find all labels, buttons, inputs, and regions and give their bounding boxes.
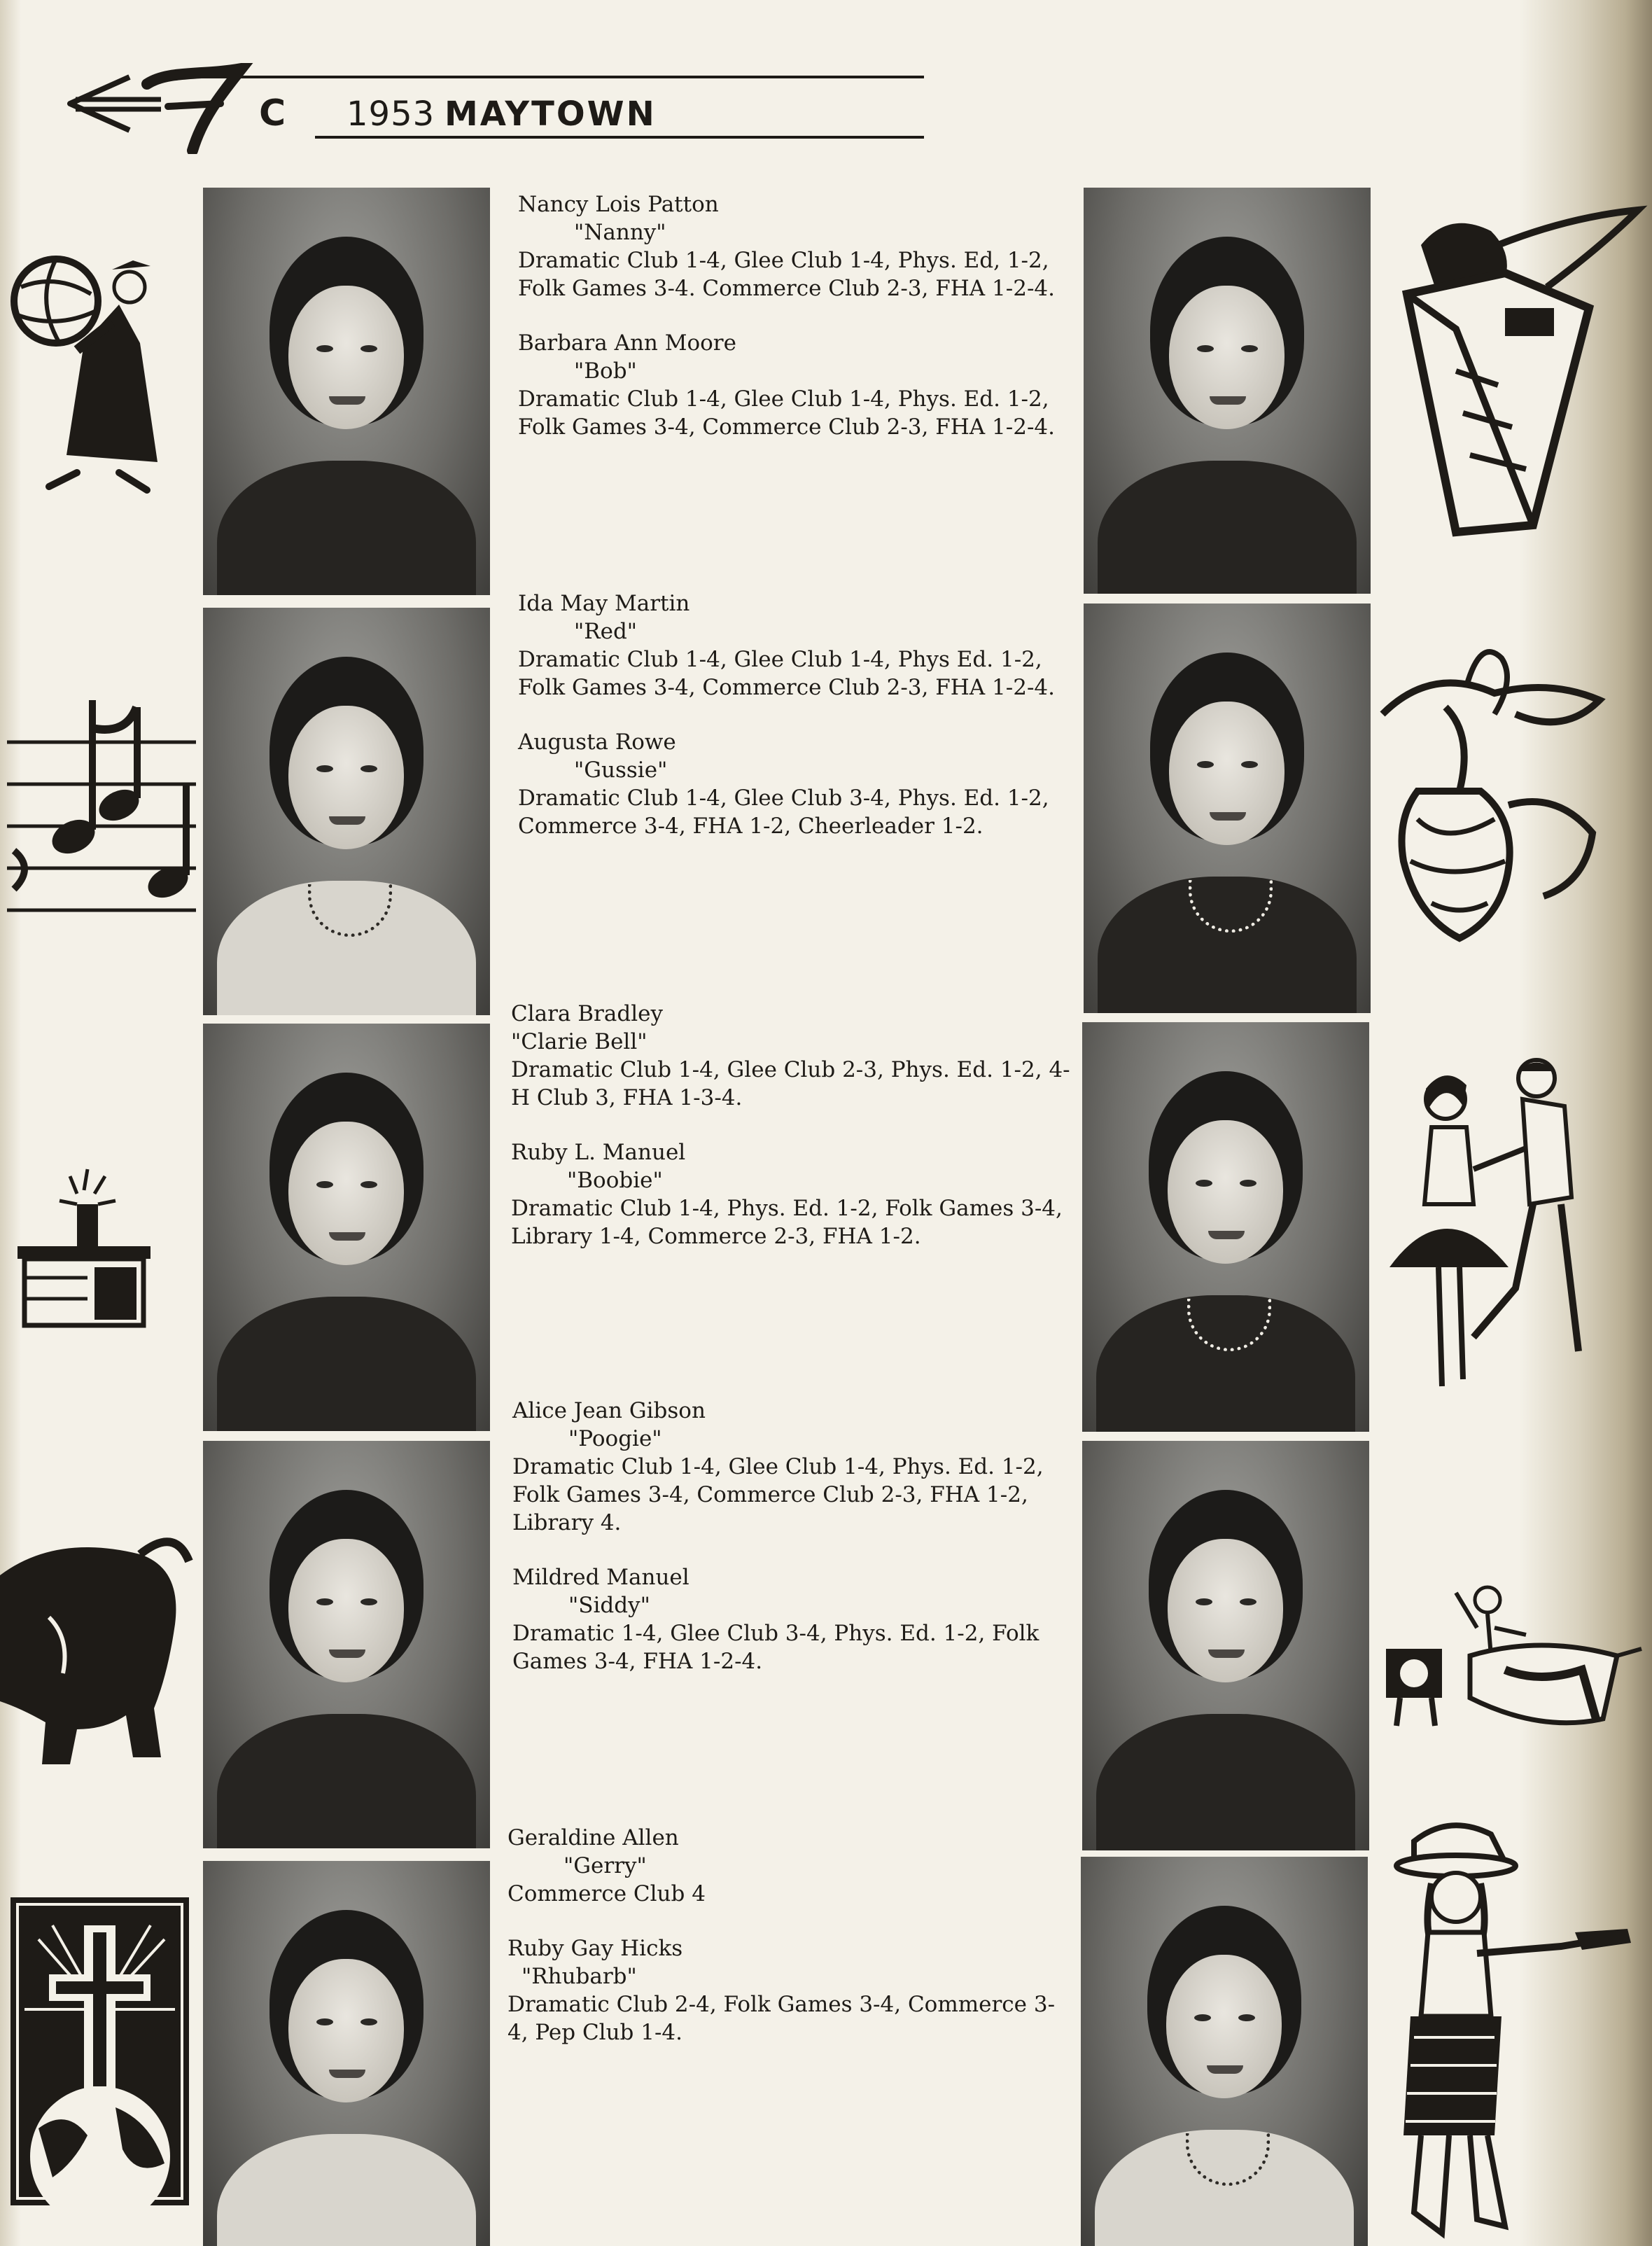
- student-entry: [511, 1138, 1071, 1250]
- header-rule-bottom: [315, 136, 924, 139]
- student-name: Clara Bradley: [511, 1001, 663, 1026]
- student-name: Barbara Ann Moore: [518, 330, 736, 356]
- portrait-right-2: [1084, 604, 1371, 1013]
- header-rule-top: [175, 76, 924, 78]
- student-entry: [507, 1824, 1068, 1908]
- bio-block-4: [512, 1397, 1072, 1702]
- portrait-left-4: [203, 1441, 490, 1848]
- student-entry: [511, 1000, 1071, 1112]
- portrait-left-2: [203, 608, 490, 1015]
- student-nickname: "Nanny": [574, 220, 666, 245]
- student-name: Geraldine Allen: [507, 1825, 679, 1850]
- student-entry: [518, 190, 1078, 302]
- student-entry: [512, 1563, 1072, 1675]
- cross-globe-icon: [10, 1897, 189, 2205]
- portrait-right-4: [1082, 1441, 1369, 1850]
- bio-block-5: [507, 1824, 1068, 2073]
- left-arrow-seven-icon: [63, 63, 266, 157]
- section-letter: C: [259, 92, 286, 134]
- student-name: Ruby Gay Hicks: [507, 1936, 683, 1961]
- student-nickname: "Bob": [574, 358, 637, 384]
- student-activities: Dramatic Club 1-4, Glee Club 3-4, Phys. Ed. 1-2, Commerce 3-4, FHA 1-2, Cheerleader 1-2.: [518, 786, 1049, 839]
- student-nickname: "Siddy": [568, 1593, 650, 1618]
- student-nickname: "Red": [574, 619, 638, 644]
- student-name: Alice Jean Gibson: [512, 1398, 706, 1423]
- schoolbag-books-icon: [1393, 203, 1652, 539]
- student-entry: [518, 728, 1078, 840]
- bulldog-icon: [0, 1533, 196, 1771]
- student-nickname: "Poogie": [568, 1426, 662, 1451]
- student-nickname: "Gerry": [564, 1853, 647, 1878]
- student-nickname: "Rhubarb": [522, 1964, 637, 1989]
- radio-cabinet-icon: [10, 1162, 158, 1330]
- student-entry: [507, 1934, 1068, 2046]
- student-name: Mildred Manuel: [512, 1565, 690, 1590]
- cowgirl-icon: [1372, 1813, 1638, 2240]
- bio-block-2: [518, 590, 1078, 867]
- student-name: Ruby L. Manuel: [511, 1140, 686, 1165]
- student-activities: Commerce Club 4: [507, 1881, 706, 1906]
- school-name: MAYTOWN: [444, 95, 657, 134]
- student-activities: Dramatic Club 2-4, Folk Games 3-4, Commerce 3-4, Pep Club 1-4.: [507, 1992, 1056, 2045]
- student-name: Nancy Lois Patton: [518, 192, 719, 217]
- student-activities: Dramatic Club 1-4, Glee Club 1-4, Phys Ed. 1-2, Folk Games 3-4, Commerce Club 2-3, FHA 1-2-4.: [518, 647, 1055, 700]
- student-name: Ida May Martin: [518, 591, 690, 616]
- portrait-left-1: [203, 188, 490, 595]
- student-nickname: "Clarie Bell": [511, 1029, 648, 1054]
- student-entry: [518, 329, 1078, 441]
- portrait-left-3: [203, 1024, 490, 1431]
- student-activities: Dramatic Club 1-4, Phys. Ed. 1-2, Folk Games 3-4, Library 1-4, Commerce 2-3, FHA 1-2.: [511, 1196, 1063, 1249]
- dancing-couple-icon: [1376, 1057, 1592, 1421]
- portrait-left-5: [203, 1861, 490, 2246]
- portrait-right-1: [1084, 188, 1371, 594]
- portrait-right-3: [1082, 1022, 1369, 1432]
- sewing-machine-icon: [1379, 1579, 1645, 1740]
- page-header: [63, 49, 861, 147]
- student-name: Augusta Rowe: [518, 730, 676, 755]
- student-activities: Dramatic Club 1-4, Glee Club 1-4, Phys. Ed. 1-2, Folk Games 3-4, Commerce Club 2-3, FHA 1-2-4.: [518, 386, 1055, 440]
- bio-block-1: [518, 190, 1078, 468]
- student-nickname: "Boobie": [567, 1168, 663, 1193]
- portrait-right-5: [1081, 1857, 1368, 2246]
- student-activities: Dramatic Club 1-4, Glee Club 2-3, Phys. Ed. 1-2, 4-H Club 3, FHA 1-3-4.: [511, 1057, 1070, 1110]
- student-entry: [518, 590, 1078, 702]
- bio-block-3: [511, 1000, 1071, 1277]
- student-entry: [512, 1397, 1072, 1537]
- cheerleader-pompom-icon: [1376, 637, 1606, 959]
- student-activities: Dramatic Club 1-4, Glee Club 1-4, Phys. Ed, 1-2, Folk Games 3-4. Commerce Club 2-3, FHA 1-2-4.: [518, 248, 1055, 301]
- student-activities: Dramatic 1-4, Glee Club 3-4, Phys. Ed. 1-2, Folk Games 3-4, FHA 1-2-4.: [512, 1621, 1040, 1674]
- yearbook-year: 1953: [346, 95, 435, 134]
- student-nickname: "Gussie": [574, 758, 668, 783]
- graduate-globe-icon: [7, 245, 182, 511]
- student-activities: Dramatic Club 1-4, Glee Club 1-4, Phys. Ed. 1-2, Folk Games 3-4, Commerce Club 2-3, FHA 1-2, Library 4.: [512, 1454, 1044, 1535]
- music-notes-icon: [7, 700, 196, 917]
